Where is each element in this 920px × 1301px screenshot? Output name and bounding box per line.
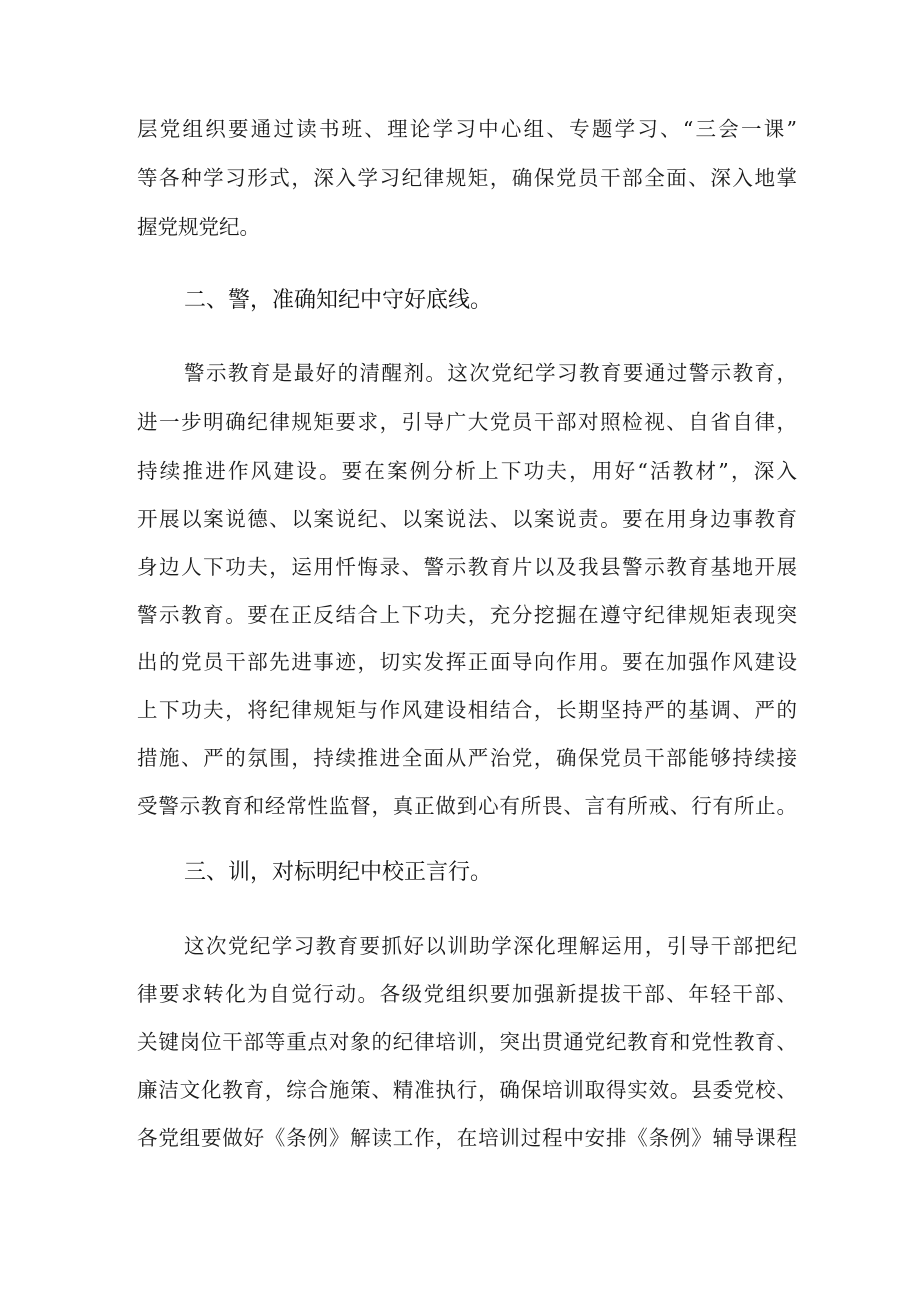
paragraph-line: 受警示教育和经常性监督，真正做到心有所畏、言有所戒、行有所止。 [137, 794, 797, 818]
paragraph-line: 身边人下功夫，运用忏悔录、警示教育片以及我县警示教育基地开展 [137, 555, 797, 579]
paragraph-line: 律要求转化为自觉行动。各级党组织要加强新提拔干部、年轻干部、 [137, 982, 797, 1006]
section-heading-three: 三、训，对标明纪中校正言行。 [184, 860, 493, 885]
paragraph-line: 措施、严的氛围，持续推进全面从严治党，确保党员干部能够持续接 [137, 746, 797, 770]
paragraph-line: 持续推进作风建设。要在案例分析上下功夫，用好“活教材”，深入 [137, 459, 797, 483]
paragraph-line: 层党组织要通过读书班、理论学习中心组、专题学习、“三会一课” [137, 117, 797, 141]
paragraph-line: 进一步明确纪律规矩要求，引导广大党员干部对照检视、自省自律， [137, 410, 797, 434]
paragraph-line: 出的党员干部先进事迹，切实发挥正面导向作用。要在加强作风建设 [137, 650, 797, 674]
paragraph-line: 各党组要做好《条例》解读工作，在培训过程中安排《条例》辅导课程 [137, 1126, 797, 1150]
paragraph-line: 这次党纪学习教育要抓好以训助学深化理解运用，引导干部把纪 [184, 934, 797, 958]
paragraph-line: 警示教育是最好的清醒剂。这次党纪学习教育要通过警示教育， [184, 361, 797, 385]
paragraph-line: 上下功夫，将纪律规矩与作风建设相结合，长期坚持严的基调、严的 [137, 698, 797, 722]
paragraph-line: 警示教育。要在正反结合上下功夫，充分挖掘在遵守纪律规矩表现突 [137, 603, 797, 627]
section-heading-two: 二、警，准确知纪中守好底线。 [184, 288, 493, 313]
paragraph-line: 等各种学习形式，深入学习纪律规矩，确保党员干部全面、深入地掌 [137, 166, 797, 190]
paragraph-line: 开展以案说德、以案说纪、以案说法、以案说责。要在用身边事教育 [137, 507, 797, 531]
paragraph-line: 关键岗位干部等重点对象的纪律培训，突出贯通党纪教育和党性教育、 [137, 1030, 797, 1054]
paragraph-line: 廉洁文化教育，综合施策、精准执行，确保培训取得实效。县委党校、 [137, 1078, 797, 1102]
paragraph-line: 握党规党纪。 [137, 215, 260, 239]
